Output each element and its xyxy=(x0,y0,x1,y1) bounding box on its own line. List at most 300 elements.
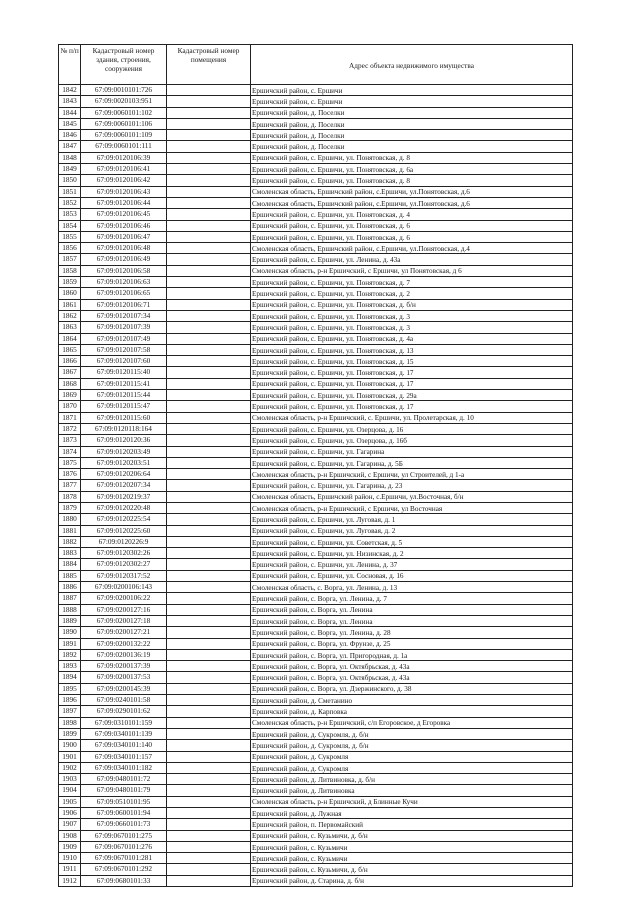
table-row xyxy=(59,220,573,231)
table-row xyxy=(59,356,573,367)
address-cell: Ершичский район, с. Кузьмичи, д. б/н xyxy=(251,864,573,875)
row-number-cell: 1861 xyxy=(59,299,81,310)
cadastral-room-cell xyxy=(167,728,251,739)
table-row xyxy=(59,841,573,852)
header-cadastral-room: Кадастровый номер помещения xyxy=(167,45,251,85)
cadastral-building-cell: 67:09:0060101:102 xyxy=(81,107,167,118)
table-row xyxy=(59,378,573,389)
cadastral-room-cell xyxy=(167,96,251,107)
row-number-cell: 1903 xyxy=(59,774,81,785)
cadastral-room-cell xyxy=(167,231,251,242)
table-row xyxy=(59,740,573,751)
cadastral-building-cell: 67:09:0120106:71 xyxy=(81,299,167,310)
table-row xyxy=(59,299,573,310)
cadastral-room-cell xyxy=(167,254,251,265)
table-row xyxy=(59,175,573,186)
address-cell: Ершичский район, п. Первомайский xyxy=(251,819,573,830)
table-row xyxy=(59,277,573,288)
row-number-cell: 1905 xyxy=(59,796,81,807)
address-cell: Ершичский район, с. Ершичи, ул. Понятовская, д. 7 xyxy=(251,277,573,288)
row-number-cell: 1848 xyxy=(59,152,81,163)
cadastral-room-cell xyxy=(167,502,251,513)
row-number-cell: 1851 xyxy=(59,186,81,197)
cadastral-room-cell xyxy=(167,265,251,276)
table-row xyxy=(59,830,573,841)
table-row xyxy=(59,141,573,152)
row-number-cell: 1874 xyxy=(59,446,81,457)
cadastral-room-cell xyxy=(167,356,251,367)
table-row xyxy=(59,615,573,626)
cadastral-building-cell: 67:09:0670101:281 xyxy=(81,853,167,864)
cadastral-room-cell xyxy=(167,480,251,491)
cadastral-room-cell xyxy=(167,514,251,525)
cadastral-building-cell: 67:09:0120203:49 xyxy=(81,446,167,457)
cadastral-building-cell: 67:09:0120106:47 xyxy=(81,231,167,242)
cadastral-room-cell xyxy=(167,186,251,197)
cadastral-room-cell xyxy=(167,141,251,152)
cadastral-building-cell: 67:09:0680101:33 xyxy=(81,875,167,886)
cadastral-building-cell: 67:09:0240101:58 xyxy=(81,695,167,706)
cadastral-room-cell xyxy=(167,107,251,118)
address-cell: Ершичский район, д. Старина, д. б/н xyxy=(251,875,573,886)
row-number-cell: 1879 xyxy=(59,502,81,513)
cadastral-room-cell xyxy=(167,740,251,751)
table-row xyxy=(59,423,573,434)
table-row xyxy=(59,344,573,355)
cadastral-building-cell: 67:09:0120302:27 xyxy=(81,559,167,570)
table-row xyxy=(59,401,573,412)
cadastral-building-cell: 67:09:0120203:51 xyxy=(81,457,167,468)
cadastral-building-cell: 67:09:0120106:39 xyxy=(81,152,167,163)
cadastral-building-cell: 67:09:0120106:46 xyxy=(81,220,167,231)
cadastral-room-cell xyxy=(167,864,251,875)
table-row xyxy=(59,288,573,299)
cadastral-room-cell xyxy=(167,695,251,706)
row-number-cell: 1884 xyxy=(59,559,81,570)
table-row xyxy=(59,548,573,559)
table-row xyxy=(59,209,573,220)
cadastral-building-cell: 67:09:0120302:26 xyxy=(81,548,167,559)
cadastral-room-cell xyxy=(167,683,251,694)
table-row xyxy=(59,265,573,276)
cadastral-building-cell: 67:09:0060101:111 xyxy=(81,141,167,152)
cadastral-building-cell: 67:09:0120207:34 xyxy=(81,480,167,491)
cadastral-building-cell: 67:09:0600101:94 xyxy=(81,808,167,819)
cadastral-building-cell: 67:09:0200132:22 xyxy=(81,638,167,649)
cadastral-room-cell xyxy=(167,536,251,547)
address-cell: Ершичский район, с. Ершичи, ул. Понятовская, д. 6 xyxy=(251,220,573,231)
table-row xyxy=(59,243,573,254)
table-row xyxy=(59,480,573,491)
row-number-cell: 1847 xyxy=(59,141,81,152)
row-number-cell: 1911 xyxy=(59,864,81,875)
address-cell: Ершичский район, с. Ершичи, ул. Ленина, д. 43а xyxy=(251,254,573,265)
table-row xyxy=(59,853,573,864)
cadastral-room-cell xyxy=(167,310,251,321)
cadastral-room-cell xyxy=(167,435,251,446)
row-number-cell: 1906 xyxy=(59,808,81,819)
row-number-cell: 1871 xyxy=(59,412,81,423)
table-row xyxy=(59,728,573,739)
address-cell: Ершичский район, с. Кузьмичи xyxy=(251,841,573,852)
cadastral-building-cell: 67:09:0120225:60 xyxy=(81,525,167,536)
table-row xyxy=(59,514,573,525)
table-row xyxy=(59,661,573,672)
cadastral-room-cell xyxy=(167,344,251,355)
cadastral-building-cell: 67:09:0120115:60 xyxy=(81,412,167,423)
table-row xyxy=(59,130,573,141)
cadastral-building-cell: 67:09:0120225:54 xyxy=(81,514,167,525)
address-cell: Ершичский район, с. Ершичи, ул. Понятовская, д. 17 xyxy=(251,367,573,378)
row-number-cell: 1900 xyxy=(59,740,81,751)
table-row xyxy=(59,197,573,208)
cadastral-building-cell: 67:09:0060101:109 xyxy=(81,130,167,141)
address-cell: Ершичский район, с. Ершичи, ул. Озерцова, д. 16б xyxy=(251,435,573,446)
cadastral-building-cell: 67:09:0670101:275 xyxy=(81,830,167,841)
table-row xyxy=(59,412,573,423)
address-cell: Ершичский район, с. Ершичи, ул. Низинская, д. 2 xyxy=(251,548,573,559)
address-cell: Ершичский район, с. Ворга, ул. Ленина, д. 7 xyxy=(251,593,573,604)
row-number-cell: 1843 xyxy=(59,96,81,107)
table-row xyxy=(59,435,573,446)
cadastral-room-cell xyxy=(167,672,251,683)
cadastral-building-cell: 67:09:0120115:41 xyxy=(81,378,167,389)
row-number-cell: 1849 xyxy=(59,164,81,175)
cadastral-building-cell: 67:09:0310101:159 xyxy=(81,717,167,728)
cadastral-room-cell xyxy=(167,841,251,852)
cadastral-room-cell xyxy=(167,299,251,310)
address-cell: Ершичский район, с. Ворга, ул. Октябрьская, д. 43а xyxy=(251,672,573,683)
table-row xyxy=(59,85,573,96)
address-cell: Ершичский район, с. Ершичи, ул. Понятовская, д. 3 xyxy=(251,322,573,333)
table-row xyxy=(59,118,573,129)
table-row xyxy=(59,649,573,660)
table-row xyxy=(59,683,573,694)
row-number-cell: 1908 xyxy=(59,830,81,841)
address-cell: Смоленская область, р-н Ершичский, с Ершичи, ул Строителей, д 1-а xyxy=(251,469,573,480)
cadastral-room-cell xyxy=(167,830,251,841)
cadastral-room-cell xyxy=(167,412,251,423)
address-cell: Ершичский район, с. Ворга, ул. Ленина xyxy=(251,615,573,626)
address-cell: Ершичский район, с. Ершичи, ул. Понятовская, д. 4 xyxy=(251,209,573,220)
address-cell: Ершичский район, с. Ершичи, ул. Луговая, д. 1 xyxy=(251,514,573,525)
cadastral-building-cell: 67:09:0120106:58 xyxy=(81,265,167,276)
row-number-cell: 1872 xyxy=(59,423,81,434)
cadastral-building-cell: 67:09:0120106:48 xyxy=(81,243,167,254)
row-number-cell: 1845 xyxy=(59,118,81,129)
cadastral-room-cell xyxy=(167,367,251,378)
address-cell: Ершичский район, с. Ершичи, ул. Понятовская, д. 17 xyxy=(251,401,573,412)
table-row xyxy=(59,785,573,796)
property-table xyxy=(58,44,573,887)
table-row xyxy=(59,96,573,107)
address-cell: Ершичский район, д. Сметанино xyxy=(251,695,573,706)
address-cell: Ершичский район, с. Ершичи, ул. Понятовская, д. 3 xyxy=(251,310,573,321)
row-number-cell: 1899 xyxy=(59,728,81,739)
address-cell: Смоленская область, Ершичский район, с.Ершичи, ул.Понятовская, д.4 xyxy=(251,243,573,254)
table-row xyxy=(59,774,573,785)
row-number-cell: 1864 xyxy=(59,333,81,344)
cadastral-room-cell xyxy=(167,322,251,333)
table-row xyxy=(59,525,573,536)
cadastral-building-cell: 67:09:0020103:951 xyxy=(81,96,167,107)
header-cadastral-building: Кадастровый номер здания, строения, сооружения xyxy=(81,45,167,85)
address-cell: Ершичский район, с. Ершичи, ул. Сосновая, д. 16 xyxy=(251,570,573,581)
cadastral-room-cell xyxy=(167,785,251,796)
table-body xyxy=(59,85,573,887)
cadastral-room-cell xyxy=(167,615,251,626)
address-cell: Ершичский район, с. Ворга, ул. Октябрьская, д. 43а xyxy=(251,661,573,672)
table-row xyxy=(59,231,573,242)
address-cell: Смоленская область, р-н Ершичский, с/п Егоровское, д Егоровка xyxy=(251,717,573,728)
header-row-number: № п/п xyxy=(59,45,81,85)
cadastral-building-cell: 67:09:0340101:140 xyxy=(81,740,167,751)
row-number-cell: 1895 xyxy=(59,683,81,694)
row-number-cell: 1854 xyxy=(59,220,81,231)
row-number-cell: 1898 xyxy=(59,717,81,728)
address-cell: Ершичский район, д. Поселки xyxy=(251,130,573,141)
address-cell: Ершичский район, с. Кузьмичи, д. б/н xyxy=(251,830,573,841)
cadastral-building-cell: 67:09:0340101:139 xyxy=(81,728,167,739)
address-cell: Ершичский район, с. Ершичи, ул. Понятовская, д. 8 xyxy=(251,152,573,163)
row-number-cell: 1883 xyxy=(59,548,81,559)
row-number-cell: 1893 xyxy=(59,661,81,672)
cadastral-room-cell xyxy=(167,559,251,570)
row-number-cell: 1880 xyxy=(59,514,81,525)
address-cell: Ершичский район, с. Ворга, ул. Пригородная, д. 1а xyxy=(251,649,573,660)
cadastral-room-cell xyxy=(167,378,251,389)
address-cell: Ершичский район, с. Ершичи, ул. Понятовская, д. 2 xyxy=(251,288,573,299)
cadastral-room-cell xyxy=(167,604,251,615)
table-row xyxy=(59,254,573,265)
registry-sheet xyxy=(58,44,572,887)
cadastral-building-cell: 67:09:0120107:39 xyxy=(81,322,167,333)
table-row xyxy=(59,367,573,378)
cadastral-building-cell: 67:09:0120106:63 xyxy=(81,277,167,288)
row-number-cell: 1852 xyxy=(59,197,81,208)
cadastral-building-cell: 67:09:0120107:60 xyxy=(81,356,167,367)
cadastral-room-cell xyxy=(167,548,251,559)
cadastral-building-cell: 67:09:0120106:43 xyxy=(81,186,167,197)
address-cell: Ершичский район, д. Сукромля, д. б/н xyxy=(251,728,573,739)
cadastral-room-cell xyxy=(167,491,251,502)
row-number-cell: 1902 xyxy=(59,762,81,773)
address-cell: Ершичский район, с. Ворга, ул. Фрунзе, д. 25 xyxy=(251,638,573,649)
cadastral-building-cell: 67:09:0340101:182 xyxy=(81,762,167,773)
cadastral-building-cell: 67:09:0200137:39 xyxy=(81,661,167,672)
address-cell: Ершичский район, д. Поселки xyxy=(251,107,573,118)
row-number-cell: 1853 xyxy=(59,209,81,220)
address-cell: Ершичский район, с. Ершичи, ул. Озерцова, д. 16 xyxy=(251,423,573,434)
address-cell: Ершичский район, д. Сукромля xyxy=(251,751,573,762)
cadastral-room-cell xyxy=(167,333,251,344)
address-cell: Ершичский район, с. Ершичи, ул. Понятовская, д. 29а xyxy=(251,390,573,401)
cadastral-building-cell: 67:09:0120317:52 xyxy=(81,570,167,581)
cadastral-building-cell: 67:09:0060101:106 xyxy=(81,118,167,129)
row-number-cell: 1907 xyxy=(59,819,81,830)
row-number-cell: 1860 xyxy=(59,288,81,299)
table-row xyxy=(59,491,573,502)
cadastral-building-cell: 67:09:0200145:39 xyxy=(81,683,167,694)
address-cell: Ершичский район, с. Кузьмичи xyxy=(251,853,573,864)
table-row xyxy=(59,457,573,468)
row-number-cell: 1867 xyxy=(59,367,81,378)
cadastral-building-cell: 67:09:0120107:58 xyxy=(81,344,167,355)
row-number-cell: 1909 xyxy=(59,841,81,852)
address-cell: Смоленская область, р-н Ершичский, с. Ершичи, ул. Пролетарская, д. 10 xyxy=(251,412,573,423)
row-number-cell: 1856 xyxy=(59,243,81,254)
cadastral-room-cell xyxy=(167,277,251,288)
cadastral-room-cell xyxy=(167,774,251,785)
cadastral-room-cell xyxy=(167,808,251,819)
cadastral-building-cell: 67:09:0120106:45 xyxy=(81,209,167,220)
row-number-cell: 1855 xyxy=(59,231,81,242)
table-row xyxy=(59,107,573,118)
table-row xyxy=(59,390,573,401)
cadastral-building-cell: 67:09:0120120:36 xyxy=(81,435,167,446)
table-row xyxy=(59,152,573,163)
table-row xyxy=(59,717,573,728)
cadastral-room-cell xyxy=(167,390,251,401)
address-cell: Ершичский район, д. Поселки xyxy=(251,141,573,152)
cadastral-building-cell: 67:09:0480101:79 xyxy=(81,785,167,796)
cadastral-room-cell xyxy=(167,853,251,864)
cadastral-room-cell xyxy=(167,209,251,220)
cadastral-room-cell xyxy=(167,706,251,717)
cadastral-room-cell xyxy=(167,796,251,807)
row-number-cell: 1888 xyxy=(59,604,81,615)
address-cell: Смоленская область, р-н Ершичский, с Ершичи, ул Восточная xyxy=(251,502,573,513)
cadastral-room-cell xyxy=(167,197,251,208)
address-cell: Ершичский район, с. Ершичи, ул. Понятовская, д. 15 xyxy=(251,356,573,367)
cadastral-building-cell: 67:09:0120220:48 xyxy=(81,502,167,513)
row-number-cell: 1882 xyxy=(59,536,81,547)
row-number-cell: 1892 xyxy=(59,649,81,660)
cadastral-building-cell: 67:09:0010101:726 xyxy=(81,85,167,96)
table-row xyxy=(59,164,573,175)
row-number-cell: 1846 xyxy=(59,130,81,141)
table-row xyxy=(59,706,573,717)
cadastral-room-cell xyxy=(167,175,251,186)
address-cell: Ершичский район, с. Ершичи, ул. Ленина, д. 37 xyxy=(251,559,573,570)
row-number-cell: 1896 xyxy=(59,695,81,706)
cadastral-room-cell xyxy=(167,220,251,231)
row-number-cell: 1858 xyxy=(59,265,81,276)
cadastral-building-cell: 67:09:0670101:276 xyxy=(81,841,167,852)
cadastral-room-cell xyxy=(167,570,251,581)
cadastral-room-cell xyxy=(167,423,251,434)
table-row xyxy=(59,695,573,706)
table-row xyxy=(59,559,573,570)
address-cell: Ершичский район, с. Ершичи, ул. Гагарина, д. 5Б xyxy=(251,457,573,468)
cadastral-building-cell: 67:09:0290101:62 xyxy=(81,706,167,717)
row-number-cell: 1885 xyxy=(59,570,81,581)
cadastral-building-cell: 67:09:0510101:95 xyxy=(81,796,167,807)
row-number-cell: 1875 xyxy=(59,457,81,468)
row-number-cell: 1842 xyxy=(59,85,81,96)
cadastral-building-cell: 67:09:0120106:41 xyxy=(81,164,167,175)
table-row xyxy=(59,819,573,830)
address-cell: Ершичский район, с. Ершичи, ул. Понятовская, д. 4а xyxy=(251,333,573,344)
address-cell: Ершичский район, д. Лужная xyxy=(251,808,573,819)
address-cell: Ершичский район, с. Ершичи, ул. Понятовская, д. 6а xyxy=(251,164,573,175)
address-cell: Ершичский район, с. Ершичи, ул. Понятовская, д. 13 xyxy=(251,344,573,355)
cadastral-building-cell: 67:09:0480101:72 xyxy=(81,774,167,785)
row-number-cell: 1897 xyxy=(59,706,81,717)
table-row xyxy=(59,186,573,197)
row-number-cell: 1866 xyxy=(59,356,81,367)
row-number-cell: 1876 xyxy=(59,469,81,480)
cadastral-room-cell xyxy=(167,164,251,175)
table-row xyxy=(59,469,573,480)
cadastral-room-cell xyxy=(167,649,251,660)
address-cell: Ершичский район, с. Ершичи xyxy=(251,96,573,107)
address-cell: Ершичский район, с. Ворга, ул. Дзержинского, д. 38 xyxy=(251,683,573,694)
table-row xyxy=(59,808,573,819)
row-number-cell: 1891 xyxy=(59,638,81,649)
address-cell: Ершичский район, с. Ершичи, ул. Понятовская, д. 6 xyxy=(251,231,573,242)
table-row xyxy=(59,751,573,762)
row-number-cell: 1894 xyxy=(59,672,81,683)
cadastral-room-cell xyxy=(167,593,251,604)
cadastral-building-cell: 67:09:0120115:44 xyxy=(81,390,167,401)
row-number-cell: 1863 xyxy=(59,322,81,333)
row-number-cell: 1850 xyxy=(59,175,81,186)
cadastral-building-cell: 67:09:0120106:65 xyxy=(81,288,167,299)
table-row xyxy=(59,570,573,581)
row-number-cell: 1869 xyxy=(59,390,81,401)
address-cell: Ершичский район, с. Ершичи, ул. Советская, д. 5 xyxy=(251,536,573,547)
row-number-cell: 1873 xyxy=(59,435,81,446)
table-row xyxy=(59,762,573,773)
table-row xyxy=(59,864,573,875)
cadastral-building-cell: 67:09:0120226:9 xyxy=(81,536,167,547)
address-cell: Ершичский район, с. Ворга, ул. Ленина xyxy=(251,604,573,615)
table-row xyxy=(59,875,573,886)
row-number-cell: 1901 xyxy=(59,751,81,762)
row-number-cell: 1881 xyxy=(59,525,81,536)
cadastral-room-cell xyxy=(167,525,251,536)
cadastral-building-cell: 67:09:0120206:64 xyxy=(81,469,167,480)
header-row xyxy=(59,45,573,85)
table-header xyxy=(59,45,573,85)
cadastral-building-cell: 67:09:0200127:18 xyxy=(81,615,167,626)
table-row xyxy=(59,333,573,344)
table-row xyxy=(59,672,573,683)
table-row xyxy=(59,604,573,615)
table-row xyxy=(59,593,573,604)
header-address: Адрес объекта недвижимого имущества xyxy=(251,45,573,85)
cadastral-building-cell: 67:09:0670101:292 xyxy=(81,864,167,875)
cadastral-room-cell xyxy=(167,762,251,773)
address-cell: Ершичский район, с. Ершичи, ул. Понятовская, д. 8 xyxy=(251,175,573,186)
cadastral-room-cell xyxy=(167,288,251,299)
cadastral-room-cell xyxy=(167,130,251,141)
cadastral-building-cell: 67:09:0200137:53 xyxy=(81,672,167,683)
cadastral-room-cell xyxy=(167,627,251,638)
row-number-cell: 1887 xyxy=(59,593,81,604)
row-number-cell: 1859 xyxy=(59,277,81,288)
cadastral-building-cell: 67:09:0120107:49 xyxy=(81,333,167,344)
row-number-cell: 1910 xyxy=(59,853,81,864)
address-cell: Ершичский район, с. Ершичи, ул. Понятовская, д. 17 xyxy=(251,378,573,389)
cadastral-room-cell xyxy=(167,152,251,163)
cadastral-room-cell xyxy=(167,638,251,649)
table-row xyxy=(59,502,573,513)
cadastral-building-cell: 67:09:0120118:164 xyxy=(81,423,167,434)
row-number-cell: 1889 xyxy=(59,615,81,626)
cadastral-room-cell xyxy=(167,751,251,762)
